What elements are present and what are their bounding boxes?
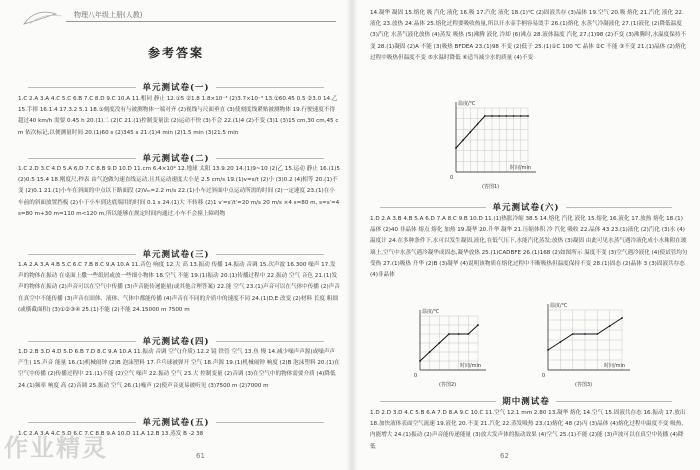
fig1-data-point	[520, 115, 522, 117]
section-answers-5: 1.C 2.A 3.A 4.C 5.D 6.C 7.C 8.B 9.A 10.D 11.A 12.B 13.蒸发 B -2 38	[18, 431, 204, 437]
figure-2-chart	[404, 306, 500, 388]
page-number-right: 62	[500, 452, 509, 460]
section-answers-midterm: 1.D 2.D 3.D 4.C 5.B 6.A 7.D 8.A 9.C 10.C 11.空气 12.1 mm 2.80 13.凝华 熔化 14.空气 15.固液共存态 16.振动 17.放出 18.加快液体表面空气流速 19.液化 20.不变 21.汽化 22.蒸发吸热 23.(1)熔化 48 (2)丙 (3)晶体 (4)熔化过程中温度不变 吸热,内能增大 24.(1)振动 (2)声音能传递能量 (3)放大发声体的振动效果 (4)空气 25.(1)不能 (2)能 (3)声波可以在真空中传播 (4)降低	[370, 410, 688, 450]
section-answers-5-continued: 14.凝华 凝固 15.熔化 吸 汽化 液化 16.吸 17.汽化 液化 18.(1)℃ (2)固液共存 (3)晶体 19.空气 20.吸 熔化 21.汽化 液化 22.液化 23.放热 24.晶体 25.熔化过程要吸收热量,所以开水壶手柄容易烫手 26.(1)熔化 水蒸气冷凝液化 27.(1)液化 (2)降低温度 (3)汽化 水蒸气液化放热 (4)蒸发 吸热 (5)沸腾 液化 冷却 (6)沸点 28.液体温度 汽化 27.(1)98 (2)不变 (3)沸腾时,水温度保持不变 28.(1)凝固 (2)A 不能 (3)吸热 BFDEA 23.(1)98 不变 (2)低于 25.(1)①C 100 ℃ 晶体 ②C 不能 ③不变 21.(1)晶体 (2)熔化过程中吸热但温度不变 ⑤水温时降低 ⑥适当减少水的质量 (4)不变	[370, 10, 687, 61]
fig2-data-point	[458, 333, 460, 335]
fig3-origin-label: 0	[542, 373, 546, 379]
header-series-label: 物理八年级上册(人教)	[74, 11, 143, 19]
section-answers-3: 1.A 2.A 3.A 4.B 5.C 6.C 7.B 8.C 9.A 10.A 11.音色 响度 12.大 高 13.振动 传播 14.振动 音调 15.次声波 16.300 噪声 17.发声的物体在振动 在桌面上撒一些纸屑或放一些细小物体 18.空气 不能 19.(1)振动 20.(1)传播过程中 22.振动 空气 音色 21.(1)发声的物体在振动 (2)声音可以在空气中传播 (3)声音能传递能量(或其他合理答案) 22.能 空气 23.(1)声音可以在气体中传播 (2)声音在真空中不能传播 (3)声音在固体、液体、气体中都能传播 (4)声音在不同的介质中的速度不同 24.(1)D,E 改变 (2)材料 长度 粗细(或横截面积) (3)①②③④ 25.(1)不能 (2)不能 24.15000 m 7500 m	[18, 262, 340, 313]
fig1-data-point	[462, 139, 464, 141]
fig1-data-point	[484, 115, 486, 117]
fig1-data-point	[506, 115, 508, 117]
fig1-caption: (答图1)	[482, 184, 500, 190]
section-answers-1: 1.C 2.A 3.A 4.C 5.C 6.B 7.C 8.D 9.C 10.A 11.相同 静止 12.①5 ②1.8 1.8×10⁻³ (2)3.7×10⁻³ 13.①60.45 0.5 ②3.0 14.乙 15.手摔 16.1.4 17.3.2 5.1 18.①刻度没有与被测物体一端对齐 (2)视线与尺面垂直 (3)使刻度线紧贴被测物体 19.行驶速度不得超过40 km/h 需要 0.45 h 20.(1)二 (2)C 21.(1)控制变量法 (2)运动不快 (3)不会 22.(1)4 (2)不变 (3)1 (3)15 cm,30 cm,45 cm 依次标记,以便测量时间 20.(1)60 s (2)345 s 21.(1)4 min (2)1.5 min (3)21.5 min	[18, 96, 340, 136]
right-page	[352, 0, 700, 470]
fig2-x-axis-label: 时间/min	[460, 363, 482, 369]
fig1-origin-label: 0	[450, 175, 454, 181]
figure-3-chart	[532, 300, 644, 388]
section-title-6: 单元测试卷(六)	[352, 201, 700, 213]
section-title-3: 单元测试卷(三)	[0, 248, 352, 260]
fig2-y-axis-label: 温度/℃	[422, 309, 440, 315]
watermark-text: 作业精灵	[4, 434, 108, 462]
fig1-y-axis-label: 温度/℃	[458, 101, 476, 107]
fig2-origin-label: 0	[414, 373, 418, 379]
publisher-leaf-icon	[22, 10, 70, 26]
fig3-data-point	[547, 349, 549, 351]
section-title-4: 单元测试卷(四)	[0, 335, 352, 347]
fig1-data-point	[491, 115, 493, 117]
fig3-data-point	[596, 333, 598, 335]
fig2-data-point	[477, 324, 479, 326]
fig3-caption: (答图3)	[575, 382, 593, 388]
fig1-data-point	[498, 115, 500, 117]
page-number-left: 61	[196, 452, 205, 460]
section-answers-6: 1.D 2.A 3.B 4.B 5.A 6.D 7.A 8.C 9.B 10.D 11.(1)热胀冷缩 38.5 14.熔化 汽化 液化 15.熔化 16.液化 17.放热 熔化 18.(1)晶体 (2)40 非晶体 熔点 熔化 加热 19.凝华 20.升华 凝华 21.压缩体积 冷 汽化 吸收 22.晶体 43 23.(1)液化 (2)汽化 (3)水 (4)温度计 24.在多种条件下,水可以发生凝固,液化,在低气压下,水能汽化蒸发;放热 (3)凝固 由此可见水蒸气遇冷液化成小水珠附在玻璃上,空气中水蒸气遇冷凝华成固态,凝华放热 25.(1)CADBFE 26.(1)168 (2)如图所示 温度不变 (3)空气遇冷液化 (4)使试管均匀受热 27.(1)吸热 升华 (2)B (3)凝华 (4)说明该物质在熔化过程中不断吸热但温度保持不变 28.(1)固态 (2)晶体 3 (3)固液共存态 (4)非晶体	[370, 216, 688, 279]
fig3-data-point	[572, 333, 574, 335]
fig2-data-point	[448, 333, 450, 335]
section-answers-2: 1.C 2.D 3.C 4.D 5.A 6.D 7.C 8.B 9.D 10.D 11.cm 6.4×10⁹ 12.地球 太阳 13.9.20 14.(1)9~10 (2)乙 15.运动 静止 16.(1)5 (2)0.5 15.4 18.刚度尺,秒表 由气泡做匀速直线运动,且其运动速度大小是 2.5 cm/s 19.(1)v=s/t (2)小 (3)0.2 (4)相等 20.(1)不变 (2)0.1 21.(1)小车在斜面的中点以下路面段 (2)Vₘ=2.2 m/s 22.(1)小车过斜面中点运动所需的时间 (2)一定速度 23.(1)在小车前的斜面放置挡板 (2)小于小车到达底端用的时间 0.1 s 24.(1)大 不转移 (2)1 v′=s′/t′=20 m/s 20 m/s ×4 s=80 m, s=s′=4 s=80 m+30 m=110 m<120 m,所以能够在规定时间内通过,小车不会撞上障碍物	[18, 166, 342, 217]
fig2-data-point	[419, 360, 421, 362]
section-title-5: 单元测试卷(五)	[0, 416, 352, 428]
section-answers-4: 1.D 2.B 3.D 4.D 5.D 6.B 7.D 8.C 9.A 10.A 11.振动 音调 空气(介质) 12.2 镜 铁管 空气 13.鱼 慢 14.减少噪声声源(或噪声声产生) 15.声音 能量 16.(1)机械闹钟 (2)B 泡沫塑料 17.乒乓球被弹开 空气 18.声源 19.(1)机械闹钟 响度 (2)B 泡沫塑料 20.(1)在空气中传播 (2)传播过程中 21.(1)不能 (2)空气 噪声 22.振动 空气 23.大 控制变量 (2)音调 (3)在空气中的物体需要介质 (4)降低 24.(1)频率 响度 高 (2)音调 25.振动 空气 26.(1)噪声 (2)使声音更易被听见 (3)7500 m (2)7000 m	[18, 349, 340, 389]
fig3-data-point	[621, 317, 623, 319]
fig3-y-axis-label: 温度/℃	[550, 303, 568, 309]
section-title-midterm: 期中测试卷	[352, 395, 700, 407]
figure-1-chart	[440, 98, 550, 190]
page-title: 参考答案	[147, 46, 204, 60]
fig1-data-point	[455, 147, 457, 149]
fig3-x-axis-label: 时间/min	[604, 363, 626, 369]
fig3-data-point	[559, 341, 561, 343]
section-title-2: 单元测试卷(二)	[0, 152, 352, 164]
fig2-caption: (答图2)	[439, 382, 457, 388]
fig1-x-axis-label: 时间/min	[510, 165, 532, 171]
header-rule	[66, 21, 336, 22]
fig3-data-point	[609, 325, 611, 327]
fig1-data-point	[470, 131, 472, 133]
fig2-data-point	[438, 342, 440, 344]
fig2-data-point	[429, 351, 431, 353]
section-title-1: 单元测试卷(一)	[0, 81, 352, 93]
fig1-data-point	[477, 123, 479, 125]
fig2-data-point	[467, 333, 469, 335]
fig1-data-point	[513, 115, 515, 117]
running-header	[8, 6, 338, 26]
fig3-data-point	[584, 333, 586, 335]
fig1-data-point	[527, 115, 529, 117]
